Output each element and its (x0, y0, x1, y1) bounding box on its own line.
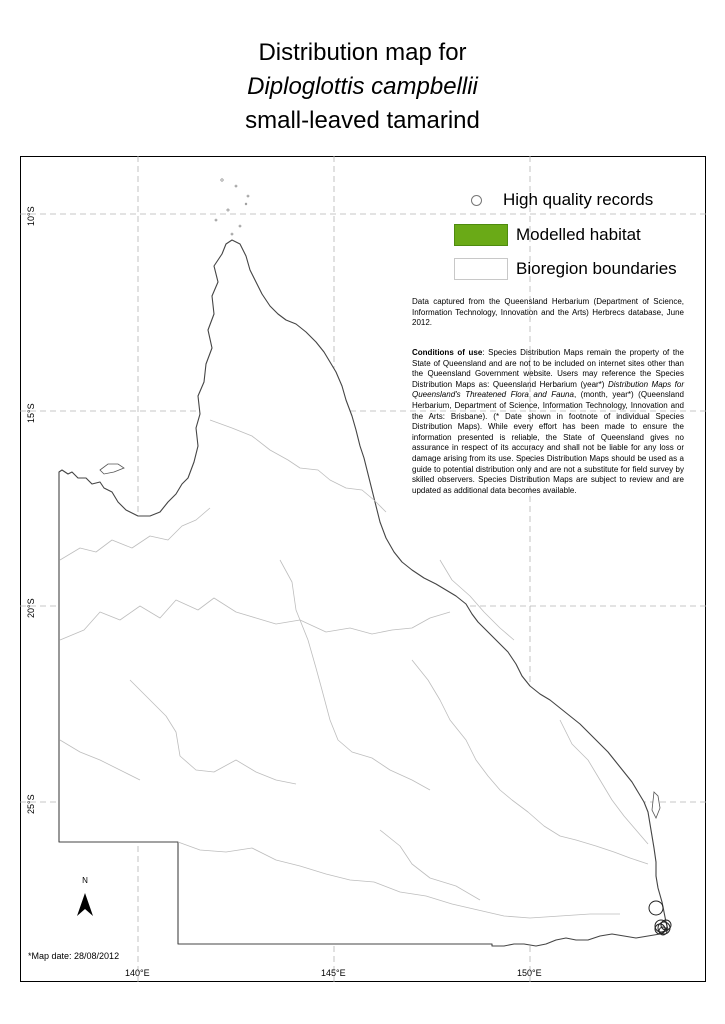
lon-label-140e: 140°E (125, 968, 150, 978)
north-label: N (82, 876, 88, 885)
torres-strait-islands (215, 179, 249, 235)
species-name: Diploglottis campbellii (247, 73, 478, 100)
mornington-island (100, 464, 124, 474)
legend-bioregion-label: Bioregion boundaries (516, 259, 677, 278)
lon-label-150e: 150°E (517, 968, 542, 978)
lon-label-145e: 145°E (321, 968, 346, 978)
conditions-text-2: , (month, year*) (Queensland Herbarium, Department of Science, Information Technology, Innovation and the Arts: Brisbane). (* Date shown in footnote of individual Species Distribution Maps). While every effort has been made to ensure the information presented is reliable, the State of Queensland gives no assurance in respect of its accuracy and shall not be liable for any loss or damage arising from its use. Species Distribution Maps should be used as a guide to potential distribution only and are not a substitute for field survey by skilled observers. Species Distribution Maps are subject to review and are updated as additional data becomes available. (412, 390, 684, 495)
record-symbol-icon (471, 195, 482, 206)
map-date: *Map date: 28/08/2012 (28, 951, 120, 961)
legend-habitat-label: Modelled habitat (516, 225, 641, 244)
conditions-of-use (412, 348, 684, 496)
conditions-heading: Conditions of use (412, 348, 483, 357)
lat-label-25s: 25°S (26, 794, 36, 814)
title-line-1: Distribution map for (258, 39, 467, 66)
legend-row-habitat (454, 224, 641, 246)
lat-label-20s: 20°S (26, 598, 36, 618)
legend-row-bioregion (454, 258, 677, 280)
north-arrow-icon (77, 893, 93, 916)
lat-label-10s: 10°S (26, 206, 36, 226)
common-name: small-leaved tamarind (245, 107, 480, 134)
conditions-text-1: : Species Distribution Maps remain the property of the State of Queensland and are not to be included on internet sites other than the Queensland Government website. Users may reference the Species Distribution Maps as: Queensland Herbarium (year*) (412, 348, 684, 389)
habitat-swatch (454, 224, 508, 246)
lat-label-15s: 15°S (26, 403, 36, 423)
north-indicator (72, 876, 98, 885)
legend-records-label: High quality records (503, 190, 654, 209)
legend-row-records (454, 190, 653, 210)
bioregion-swatch (454, 258, 508, 280)
conditions-title-italic: Distribution Maps for Queensland's Threatened Flora and Fauna (412, 379, 684, 400)
fraser-island (652, 792, 660, 818)
data-source-note: Data captured from the Queensland Herbarium (Department of Science, Information Technology, Innovation and the Arts) Herbrecs database, June 2012. (412, 297, 684, 328)
